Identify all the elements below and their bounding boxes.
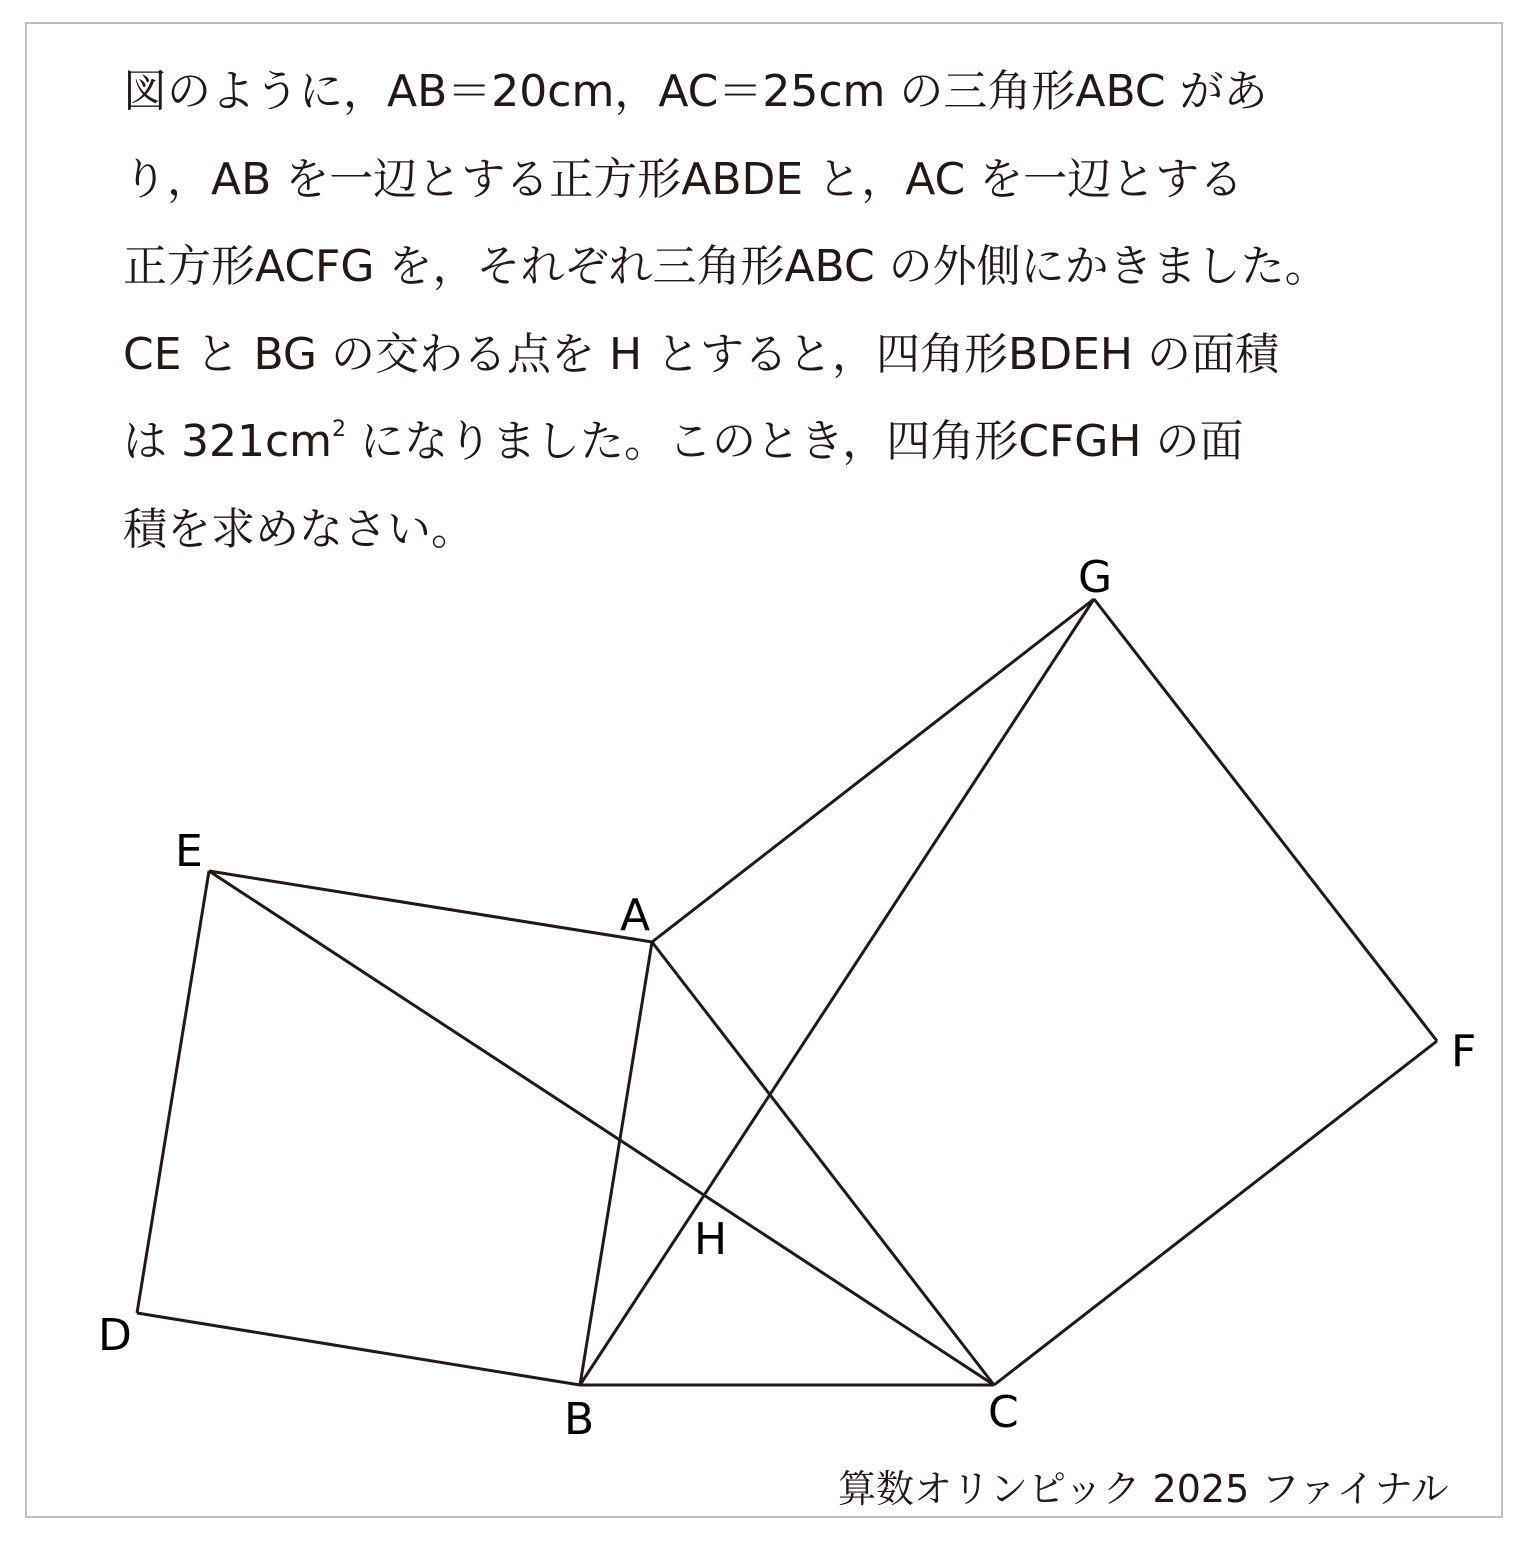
edge-AE xyxy=(209,871,652,942)
footer-source: 算数オリンピック 2025 ファイナル xyxy=(838,1467,1449,1511)
label-E: E xyxy=(175,826,203,877)
segment-BG xyxy=(580,599,1094,1385)
edge-BA xyxy=(580,942,652,1385)
label-F: F xyxy=(1451,1026,1477,1077)
problem-line-5-start: は 321cm xyxy=(123,416,333,467)
label-B: B xyxy=(564,1394,595,1445)
problem-line-4: CE と BG の交わる点を H とすると，四角形BDEH の面積 xyxy=(123,328,1279,380)
label-G: G xyxy=(1078,552,1113,603)
problem-line-6: 積を求めなさい。 xyxy=(123,503,475,555)
edge-GF xyxy=(1094,599,1437,1041)
label-H: H xyxy=(694,1214,728,1265)
label-A: A xyxy=(620,890,651,941)
problem-line-2: り，AB を一辺とする正方形ABDE と，AC を一辺とする xyxy=(123,153,1244,205)
edge-AC xyxy=(652,942,994,1385)
edge-FC xyxy=(994,1041,1437,1385)
label-D: D xyxy=(98,1310,132,1361)
problem-line-3: 正方形ACFG を，それぞれ三角形ABC の外側にかきました。 xyxy=(123,241,1329,292)
segment-CE xyxy=(209,871,994,1385)
edge-AG xyxy=(652,599,1094,942)
label-C: C xyxy=(988,1387,1019,1438)
problem-line-1: 図のように，AB＝20cm，AC＝25cm の三角形ABC があ xyxy=(123,66,1268,117)
superscript-2: 2 xyxy=(332,417,347,442)
edge-DB xyxy=(137,1313,580,1385)
edge-ED xyxy=(137,871,209,1313)
problem-line-5-end: になりました。このとき，四角形CFGH の面 xyxy=(346,416,1244,467)
